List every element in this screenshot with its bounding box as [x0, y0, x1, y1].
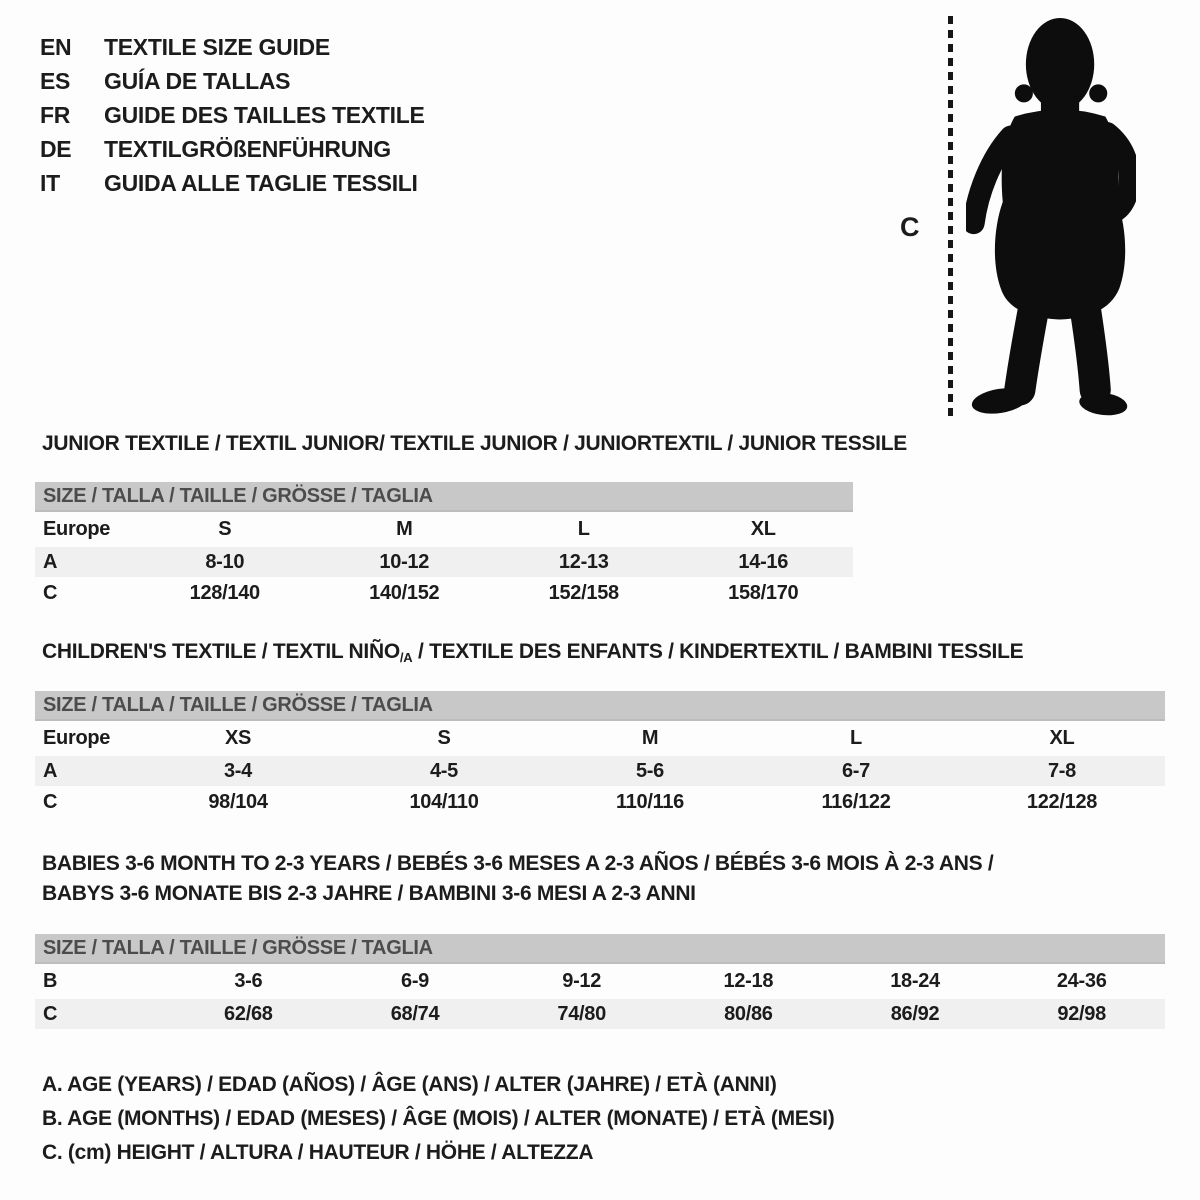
size-cell: M	[641, 727, 659, 749]
value-cell: 5-6	[635, 759, 664, 782]
value-cell: 12-18	[723, 970, 774, 992]
size-header-band: SIZE / TALLA / TAILLE / GRÖSSE / TAGLIA	[35, 691, 1165, 721]
table-junior	[35, 482, 853, 609]
size-cell: L	[577, 518, 590, 540]
language-row-en	[40, 30, 425, 64]
table-row-age	[35, 547, 853, 577]
table-row-age	[35, 756, 1165, 786]
language-row-es	[40, 64, 425, 98]
language-code: FR	[40, 101, 71, 128]
language-code: IT	[40, 169, 60, 196]
section-title-children-suffix: / TEXTILE DES ENFANTS / KINDERTEXTIL / BAMBINI TESSILE	[412, 640, 1024, 663]
row-label: B	[43, 970, 58, 992]
section-title-babies	[42, 849, 993, 909]
table-children	[35, 691, 1165, 818]
row-label: A	[43, 550, 58, 573]
value-cell: 4-5	[429, 759, 458, 782]
size-cell: S	[218, 518, 232, 540]
size-header-band: SIZE / TALLA / TAILLE / GRÖSSE / TAGLIA	[35, 934, 1165, 964]
value-cell: 10-12	[379, 550, 430, 573]
value-cell: 128/140	[189, 581, 260, 604]
value-cell: 104/110	[409, 790, 479, 813]
value-cell: 6-7	[841, 759, 870, 782]
section-title-junior: JUNIOR TEXTILE / TEXTIL JUNIOR/ TEXTILE JUNIOR / JUNIORTEXTIL / JUNIOR TESSILE	[42, 432, 907, 455]
language-code: ES	[40, 67, 71, 94]
language-title-list	[40, 30, 425, 200]
language-code: EN	[40, 33, 72, 60]
value-cell: 9-12	[562, 970, 602, 992]
value-cell: 3-6	[234, 970, 263, 992]
value-cell: 152/158	[548, 581, 619, 604]
size-cell: XL	[1049, 727, 1075, 749]
legend-line-height-cm: C. (cm) HEIGHT / ALTURA / HAUTEUR / HÖHE / ALTEZZA	[42, 1141, 594, 1164]
language-title: GUIDE DES TAILLES TEXTILE	[104, 101, 425, 128]
value-cell: 3-4	[223, 759, 252, 782]
value-cell: 158/170	[728, 581, 799, 604]
language-title: GUÍA DE TALLAS	[104, 67, 291, 94]
value-cell: 116/122	[821, 790, 891, 813]
table-row-europe	[35, 721, 1165, 756]
language-title: GUIDA ALLE TAGLIE TESSILI	[104, 169, 418, 196]
language-title: TEXTILGRÖßENFÜHRUNG	[104, 135, 391, 162]
value-cell: 6-9	[401, 970, 430, 992]
size-cell: S	[437, 727, 451, 749]
toddler-silhouette-icon	[966, 16, 1136, 421]
value-cell: 140/152	[369, 581, 440, 604]
legend-line-age-months: B. AGE (MONTHS) / EDAD (MESES) / ÂGE (MOIS) / ALTER (MONATE) / ETÀ (MESI)	[42, 1107, 835, 1130]
language-row-it	[40, 166, 425, 200]
value-cell: 98/104	[208, 790, 268, 813]
value-cell: 74/80	[557, 1002, 606, 1025]
table-row-height	[35, 999, 1165, 1029]
language-code: DE	[40, 135, 72, 162]
value-cell: 86/92	[890, 1002, 940, 1025]
value-cell: 92/98	[1057, 1002, 1106, 1025]
value-cell: 14-16	[738, 550, 789, 573]
section-title-children-sub: /A	[399, 650, 413, 665]
section-title-children-prefix: CHILDREN'S TEXTILE / TEXTIL NIÑO	[42, 640, 400, 663]
table-row-europe	[35, 512, 853, 547]
value-cell: 12-13	[558, 550, 609, 573]
size-cell: XS	[224, 727, 252, 749]
table-row-height	[35, 577, 853, 609]
value-cell: 8-10	[205, 550, 245, 573]
row-label: A	[43, 759, 58, 782]
value-cell: 110/116	[616, 790, 684, 813]
table-row-height	[35, 786, 1165, 818]
legend-line-age-years: A. AGE (YEARS) / EDAD (AÑOS) / ÂGE (ANS) / ALTER (JAHRE) / ETÀ (ANNI)	[42, 1073, 777, 1096]
size-header-band: SIZE / TALLA / TAILLE / GRÖSSE / TAGLIA	[35, 482, 853, 512]
language-row-de	[40, 132, 425, 166]
row-label: C	[43, 1002, 58, 1025]
value-cell: 122/128	[1026, 790, 1098, 813]
size-cell: M	[396, 518, 413, 540]
size-cell: XL	[750, 518, 776, 540]
size-cell: L	[850, 727, 862, 749]
value-cell: 24-36	[1056, 970, 1107, 992]
height-dashed-line-icon	[948, 16, 953, 416]
legend	[42, 1068, 834, 1170]
section-title-babies-line1: BABIES 3-6 MONTH TO 2-3 YEARS / BEBÉS 3-6 MESES A 2-3 AÑOS / BÉBÉS 3-6 MOIS À 2-3 ANS /	[42, 852, 994, 875]
value-cell: 7-8	[1047, 759, 1076, 782]
table-row-months	[35, 964, 1165, 999]
language-row-fr	[40, 98, 425, 132]
value-cell: 18-24	[890, 970, 940, 992]
value-cell: 68/74	[390, 1002, 440, 1025]
value-cell: 80/86	[724, 1002, 773, 1025]
row-label: C	[43, 581, 58, 604]
table-babies	[35, 934, 1165, 1029]
section-title-children	[42, 640, 1023, 665]
row-label: Europe	[43, 518, 111, 540]
row-label: Europe	[43, 727, 111, 749]
value-cell: 62/68	[224, 1002, 273, 1025]
section-title-babies-line2: BABYS 3-6 MONATE BIS 2-3 JAHRE / BAMBINI 3-6 MESI A 2-3 ANNI	[42, 882, 696, 905]
height-measure-label: C	[900, 212, 920, 242]
row-label: C	[43, 790, 58, 813]
language-title: TEXTILE SIZE GUIDE	[104, 33, 330, 60]
